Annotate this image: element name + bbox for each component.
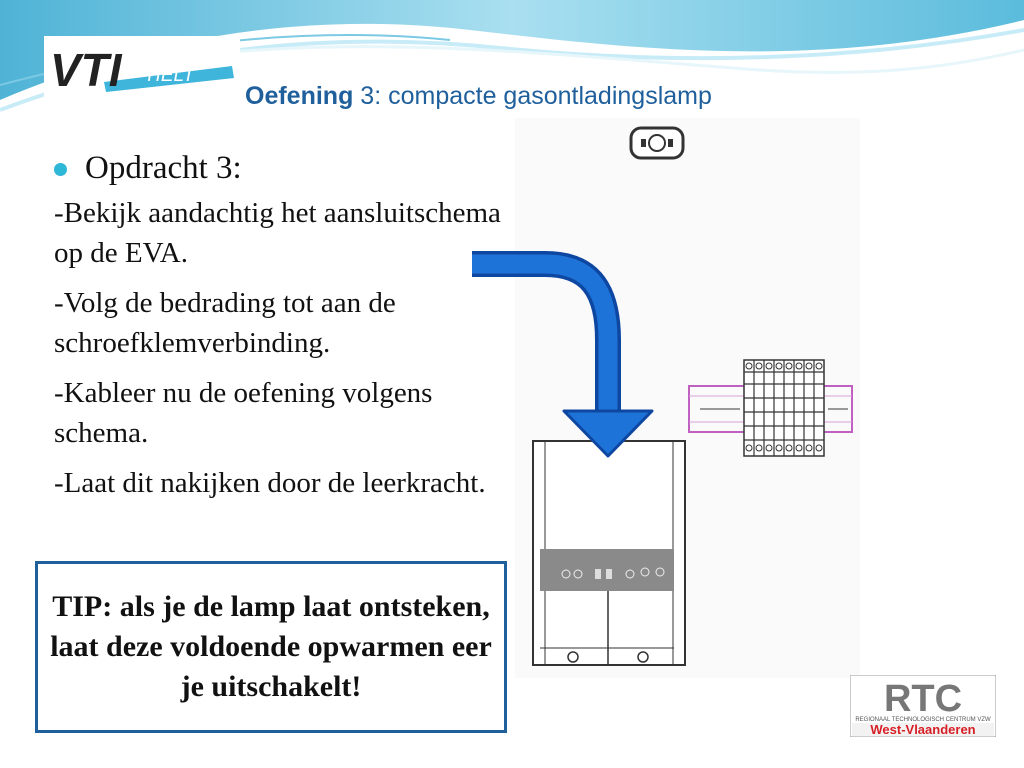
vti-logo-text: VTI <box>50 44 122 96</box>
wiring-diagram <box>470 115 860 680</box>
rtc-region-text: West-Vlaanderen <box>870 722 976 737</box>
bullet-text: Opdracht 3: <box>85 150 242 186</box>
title-rest: 3: compacte gasontladingslamp <box>353 82 712 110</box>
title-bold: Oefening <box>245 82 354 110</box>
step-2: -Volg de bedrading tot aan de schroefklemverbinding. <box>54 287 396 359</box>
tip-box: TIP: als je de lamp laat ontsteken, laat deze voldoende opwarmen eer je uitschakelt! <box>35 561 507 733</box>
step-3: -Kableer nu de oefening volgens schema. <box>54 377 433 449</box>
rtc-logo-subtitle: REGIONAAL TECHNOLOGISCH CENTRUM VZW <box>855 717 991 723</box>
rtc-logo-text: RTC <box>883 678 963 720</box>
vti-tielt-logo <box>44 36 240 98</box>
slide-title <box>245 82 712 111</box>
instructions <box>54 150 504 513</box>
rtc-logo <box>850 675 996 737</box>
tielt-logo-text: TIELT <box>144 65 195 86</box>
socket-icon <box>631 128 683 158</box>
bullet-heading <box>54 150 504 187</box>
step-4: -Laat dit nakijken door de leerkracht. <box>54 467 486 499</box>
bullet-dot-icon <box>54 163 67 176</box>
ballast-unit <box>533 441 685 665</box>
step-1: -Bekijk aandachtig het aansluitschema op de EVA. <box>54 197 501 269</box>
